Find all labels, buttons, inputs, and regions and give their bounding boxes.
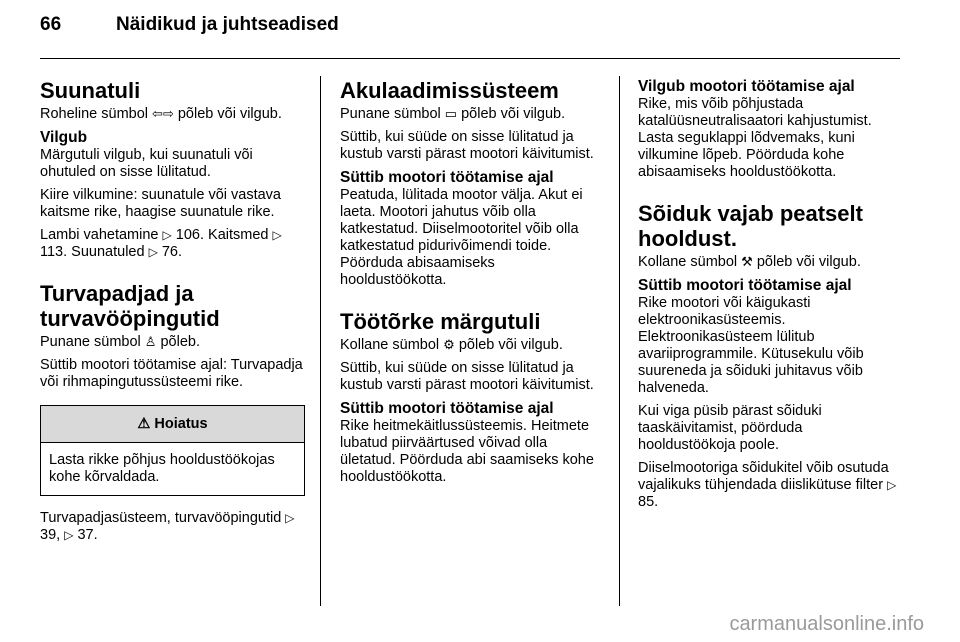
paragraph: Kollane sümbol ⚙ põleb või vilgub. <box>340 337 563 353</box>
page-reference-arrow-icon: ▷ <box>148 245 158 259</box>
section-title-service-soon: Sõiduk vajab peatselt hooldust. <box>638 201 863 251</box>
column-2 <box>340 78 605 492</box>
warning-box <box>40 405 305 496</box>
paragraph: Lambi vahetamine ▷ 106. Kaitsmed ▷ 113. Suunatuled ▷ 76. <box>40 227 282 260</box>
section-title-charging-system: Akulaadimissüsteem <box>340 78 559 103</box>
column-3 <box>638 78 903 517</box>
watermark: carmanualsonline.info <box>729 613 924 635</box>
section-title-malfunction-light: Töötõrke märgutuli <box>340 309 541 334</box>
page-reference-arrow-icon: ▷ <box>272 228 282 242</box>
paragraph: Märgutuli vilgub, kui suunatuli või ohutuled on sisse lülitatud. <box>40 147 253 180</box>
page-reference-arrow-icon: ▷ <box>162 228 172 242</box>
page-number: 66 <box>40 14 62 35</box>
paragraph: Rike mootori või käigukasti elektroonikasüsteemis. Elektroonikasüsteem lülitub avariiprogrammile. Kütusekulu võib suureneda ja sõiduki juhitavus võib halveneda. <box>638 295 864 396</box>
subheading: Vilgub <box>40 129 88 146</box>
paragraph: Kollane sümbol ⚒ põleb või vilgub. <box>638 254 861 270</box>
paragraph: Diiselmootoriga sõidukitel võib osutuda vajalikuks tühjendada diislikütuse filter ▷ 85. <box>638 460 897 510</box>
battery-icon: ▭ <box>444 106 458 121</box>
airbag-icon: ♙ <box>144 334 157 349</box>
column-divider <box>320 76 321 606</box>
header-divider <box>40 58 900 59</box>
section-title-turn-signal: Suunatuli <box>40 78 141 103</box>
paragraph: Roheline sümbol ⇦⇨ põleb või vilgub. <box>40 106 282 122</box>
subheading: Vilgub mootori töötamise ajal <box>638 78 855 95</box>
page-reference-arrow-icon: ▷ <box>887 478 897 492</box>
warning-text: Lasta rikke põhjus hooldustöökojas kohe kõrvaldada. <box>49 452 275 485</box>
subheading: Süttib mootori töötamise ajal <box>340 400 554 417</box>
paragraph: Punane sümbol ▭ põleb või vilgub. <box>340 106 566 122</box>
subheading: Süttib mootori töötamise ajal <box>638 277 852 294</box>
paragraph: Rike, mis võib põhjustada katalüüsneutralisaatori kahjustumist. Lasta seguklappi lõdvemaks, kuni vilkumine lõpeb. Pöörduda kohe abisaamiseks hooldustöökotta. <box>638 96 872 180</box>
turn-signal-icon: ⇦⇨ <box>152 106 174 121</box>
column-1 <box>40 78 305 550</box>
paragraph: Kiire vilkumine: suunatule või vastava kaitsme rike, haagise suunatule rike. <box>40 187 281 220</box>
column-divider <box>619 76 620 606</box>
paragraph: Kui viga püsib pärast sõiduki taaskäivitamist, pöörduda hooldustöökoja poole. <box>638 403 822 453</box>
paragraph: Süttib, kui süüde on sisse lülitatud ja kustub varsti pärast mootori käivitumist. <box>340 360 594 393</box>
paragraph: Rike heitmekäitlussüsteemis. Heitmete lubatud piirväärtused võivad olla ületatud. Pöörduda abi saamiseks kohe hooldustöökotta. <box>340 418 594 485</box>
warning-header: ⚠ Hoiatus <box>41 406 304 443</box>
paragraph: Peatuda, lülitada mootor välja. Akut ei laeta. Mootori jahutus võib olla katkestatud. Diiselmootoritel võib olla katkestatud pidurivõimendi toide. Pöörduda abisaamiseks hooldustöökotta. <box>340 187 583 288</box>
page-reference-arrow-icon: ▷ <box>64 528 74 542</box>
subheading: Süttib mootori töötamise ajal <box>340 169 554 186</box>
section-title-airbags: Turvapadjad ja turvavööpingutid <box>40 281 220 331</box>
warning-triangle-icon: ⚠ <box>137 415 151 432</box>
paragraph: Turvapadjasüsteem, turvavööpingutid ▷ 39, ▷ 37. <box>40 510 295 543</box>
paragraph: Süttib mootori töötamise ajal: Turvapadja või rihmapingutussüsteemi rike. <box>40 357 303 390</box>
engine-icon: ⚙ <box>443 337 455 352</box>
page-reference-arrow-icon: ▷ <box>285 511 295 525</box>
paragraph: Punane sümbol ♙ põleb. <box>40 334 200 350</box>
service-wrench-icon: ⚒ <box>741 254 753 269</box>
paragraph: Süttib, kui süüde on sisse lülitatud ja kustub varsti pärast mootori käivitumist. <box>340 129 594 162</box>
page-title: Näidikud ja juhtseadised <box>116 14 339 35</box>
